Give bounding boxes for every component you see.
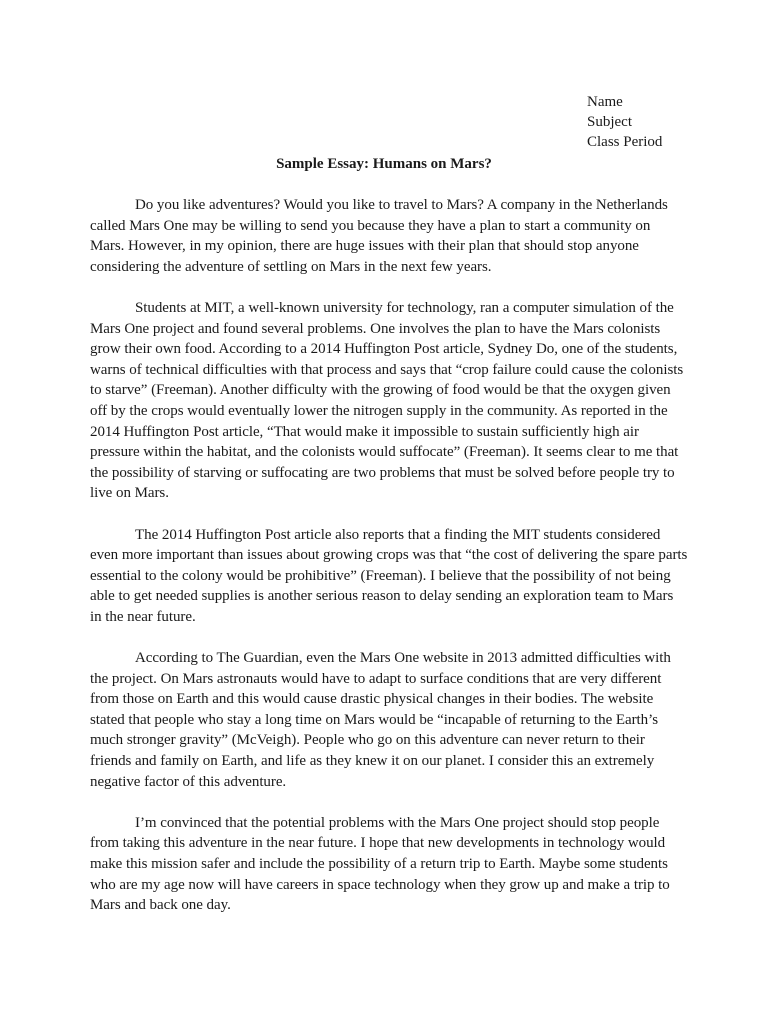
paragraph-spare-parts: The 2014 Huffington Post article also reports that a finding the MIT students considered even more important than issues about growing crops was that “the cost of delivering the spare parts essential to the colony would be prohibitive” (Freeman). I believe that the possibility of not being able to get needed supplies is another serious reason to delay sending an exploration team to Mars in the near future. [90,526,688,625]
paragraph-intro: Do you like adventures? Would you like to travel to Mars? A company in the Netherlands called Mars One may be willing to send you because they have a plan to start a community on Mars. However, in my opinion, there are huge issues with their plan that should stop anyone considering the adventure of settling on Mars in the next few years. [90,197,668,275]
essay-body [90,195,688,936]
header-block [587,92,662,152]
essay-title: Sample Essay: Humans on Mars? [276,156,492,172]
header-class-period: Class Period [587,134,663,150]
paragraph-gravity: According to The Guardian, even the Mars One website in 2013 admitted difficulties with the project. On Mars astronauts would have to adapt to surface conditions that are very different from those on Earth and this would cause drastic physical changes in their bodies. The website stated that people who stay a long time on Mars would be “incapable of returning to the Earth’s much stronger gravity” (McVeigh). People who go on this adventure can never return to their friends and family on Earth, and life as they knew it on our planet. I consider this an extremely negative factor of this adventure. [90,650,671,790]
header-subject: Subject [587,114,632,130]
paragraph-conclusion: I’m convinced that the potential problems with the Mars One project should stop people from taking this adventure in the near future. I hope that new developments in technology would make this mission safer and include the possibility of a return trip to Earth. Maybe some students who are my age now will have careers in space technology when they grow up and make a trip to Mars and back one day. [90,814,670,914]
paragraph-food-problems: Students at MIT, a well-known university for technology, ran a computer simulation of the Mars One project and found several problems. One involves the plan to have the Mars colonists grow their own food. According to a 2014 Huffington Post article, Sydney Do, one of the students, warns of technical difficulties with that process and says that “crop failure could cause the colonists to starve” (Freeman). Another difficulty with the growing of food would be that the oxygen given off by the crops would eventually lower the nitrogen supply in the community. As reported in the 2014 Huffington Post article, “That would make it impossible to sustain sufficiently high air pressure within the habitat, and the colonists would suffocate” (Freeman). It seems clear to me that the possibility of starving or suffocating are two problems that must be solved before people try to live on Mars. [90,299,684,502]
header-name: Name [587,94,623,110]
essay-title-row [0,154,768,174]
